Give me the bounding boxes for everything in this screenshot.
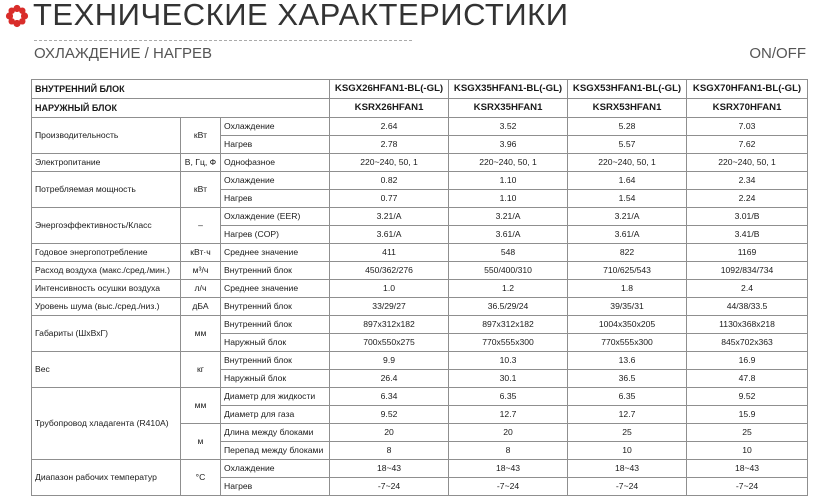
param-label: Трубопровод хладагента (R410A) (32, 388, 181, 460)
value-cell: 220~240, 50, 1 (687, 154, 808, 172)
sub-label: Нагрев (221, 190, 330, 208)
value-cell: 7.03 (687, 118, 808, 136)
value-cell: 3.21/A (330, 208, 449, 226)
sub-label: Охлаждение (221, 460, 330, 478)
value-cell: 1.10 (449, 190, 568, 208)
sub-label: Внутренний блок (221, 316, 330, 334)
value-cell: 9.9 (330, 352, 449, 370)
value-cell: 548 (449, 244, 568, 262)
value-cell: 36.5 (568, 370, 687, 388)
value-cell: -7~24 (330, 478, 449, 496)
value-cell: 8 (449, 442, 568, 460)
table-row (32, 352, 808, 370)
spec-table (31, 79, 808, 496)
value-cell: 16.9 (687, 352, 808, 370)
value-cell: 9.52 (330, 406, 449, 424)
value-cell: 10 (568, 442, 687, 460)
table-row (32, 99, 808, 118)
sub-label: Охлаждение (221, 118, 330, 136)
value-cell: 6.34 (330, 388, 449, 406)
value-cell: 3.61/A (449, 226, 568, 244)
value-cell: 6.35 (568, 388, 687, 406)
outdoor-model: KSRX26HFAN1 (330, 99, 449, 118)
value-cell: 710/625/543 (568, 262, 687, 280)
unit-label: л/ч (181, 280, 221, 298)
unit-label: м (181, 424, 221, 460)
unit-label: дБА (181, 298, 221, 316)
value-cell: 845x702x363 (687, 334, 808, 352)
value-cell: 1.10 (449, 172, 568, 190)
unit-label: кг (181, 352, 221, 388)
param-label: Габариты (ШхВхГ) (32, 316, 181, 352)
table-row (32, 280, 808, 298)
sub-label: Длина между блоками (221, 424, 330, 442)
value-cell: 1.8 (568, 280, 687, 298)
value-cell: 3.21/A (449, 208, 568, 226)
table-row (32, 208, 808, 226)
value-cell: 220~240, 50, 1 (449, 154, 568, 172)
value-cell: 25 (568, 424, 687, 442)
value-cell: 897x312x182 (449, 316, 568, 334)
param-label: Вес (32, 352, 181, 388)
value-cell: 1.54 (568, 190, 687, 208)
value-cell: 30.1 (449, 370, 568, 388)
value-cell: 12.7 (568, 406, 687, 424)
value-cell: 0.77 (330, 190, 449, 208)
value-cell: 1.2 (449, 280, 568, 298)
value-cell: 700x550x275 (330, 334, 449, 352)
value-cell: 25 (687, 424, 808, 442)
outdoor-model: KSRX70HFAN1 (687, 99, 808, 118)
value-cell: 770x555x300 (568, 334, 687, 352)
value-cell: 3.61/A (330, 226, 449, 244)
value-cell: 15.9 (687, 406, 808, 424)
unit-label: мм (181, 316, 221, 352)
sub-label: Нагрев (221, 478, 330, 496)
value-cell: 3.01/B (687, 208, 808, 226)
sub-label: Охлаждение (221, 172, 330, 190)
value-cell: 3.96 (449, 136, 568, 154)
value-cell: 18~43 (568, 460, 687, 478)
table-row (32, 172, 808, 190)
param-label: Производительность (32, 118, 181, 154)
param-label: Энергоэффективность/Класс (32, 208, 181, 244)
param-label: Уровень шума (выс./сред./низ.) (32, 298, 181, 316)
value-cell: 3.52 (449, 118, 568, 136)
value-cell: 2.64 (330, 118, 449, 136)
outdoor-unit-label: НАРУЖНЫЙ БЛОК (32, 99, 330, 118)
value-cell: 1130x368x218 (687, 316, 808, 334)
value-cell: 47.8 (687, 370, 808, 388)
value-cell: 3.61/A (568, 226, 687, 244)
unit-label: – (181, 208, 221, 244)
value-cell: 3.41/B (687, 226, 808, 244)
value-cell: 36.5/29/24 (449, 298, 568, 316)
table-row (32, 262, 808, 280)
sub-label: Перепад между блоками (221, 442, 330, 460)
table-row (32, 316, 808, 334)
value-cell: 1.64 (568, 172, 687, 190)
value-cell: 20 (449, 424, 568, 442)
value-cell: 10 (687, 442, 808, 460)
value-cell: 5.28 (568, 118, 687, 136)
indoor-unit-label: ВНУТРЕННИЙ БЛОК (32, 80, 330, 99)
param-label: Интенсивность осушки воздуха (32, 280, 181, 298)
value-cell: 12.7 (449, 406, 568, 424)
divider (34, 40, 412, 41)
table-row (32, 244, 808, 262)
value-cell: 450/362/276 (330, 262, 449, 280)
value-cell: 26.4 (330, 370, 449, 388)
value-cell: 18~43 (330, 460, 449, 478)
param-label: Годовое энергопотребление (32, 244, 181, 262)
unit-label: мм (181, 388, 221, 424)
param-label: Электропитание (32, 154, 181, 172)
param-label: Расход воздуха (макс./сред./мин.) (32, 262, 181, 280)
outdoor-model: KSRX35HFAN1 (449, 99, 568, 118)
value-cell: 0.82 (330, 172, 449, 190)
value-cell: 1092/834/734 (687, 262, 808, 280)
value-cell: 39/35/31 (568, 298, 687, 316)
value-cell: 1.0 (330, 280, 449, 298)
outdoor-model: KSRX53HFAN1 (568, 99, 687, 118)
sub-label: Внутренний блок (221, 298, 330, 316)
sub-label: Наружный блок (221, 370, 330, 388)
value-cell: 220~240, 50, 1 (330, 154, 449, 172)
value-cell: 2.34 (687, 172, 808, 190)
red-flower-logo-icon (5, 4, 29, 28)
value-cell: 18~43 (687, 460, 808, 478)
value-cell: 2.78 (330, 136, 449, 154)
unit-label: кВт·ч (181, 244, 221, 262)
sub-label: Охлаждение (EER) (221, 208, 330, 226)
sub-label: Диаметр для газа (221, 406, 330, 424)
value-cell: 33/29/27 (330, 298, 449, 316)
sub-label: Внутренний блок (221, 262, 330, 280)
unit-label: м³/ч (181, 262, 221, 280)
sub-label: Наружный блок (221, 334, 330, 352)
indoor-model: KSGX35HFAN1-BL(-GL) (449, 80, 568, 99)
table-row (32, 298, 808, 316)
unit-label: В, Гц, Ф (181, 154, 221, 172)
value-cell: 18~43 (449, 460, 568, 478)
page-title: ТЕХНИЧЕСКИЕ ХАРАКТЕРИСТИКИ (33, 0, 569, 32)
value-cell: 7.62 (687, 136, 808, 154)
sub-label: Нагрев (COP) (221, 226, 330, 244)
value-cell: 10.3 (449, 352, 568, 370)
value-cell: 2.4 (687, 280, 808, 298)
indoor-model: KSGX70HFAN1-BL(-GL) (687, 80, 808, 99)
sub-label: Нагрев (221, 136, 330, 154)
value-cell: 822 (568, 244, 687, 262)
sub-label: Однофазное (221, 154, 330, 172)
value-cell: 6.35 (449, 388, 568, 406)
param-label: Потребляемая мощность (32, 172, 181, 208)
mode-label: ОХЛАЖДЕНИЕ / НАГРЕВ (34, 45, 212, 62)
value-cell: 550/400/310 (449, 262, 568, 280)
value-cell: -7~24 (687, 478, 808, 496)
table-row (32, 154, 808, 172)
value-cell: 220~240, 50, 1 (568, 154, 687, 172)
sub-label: Внутренний блок (221, 352, 330, 370)
unit-label: кВт (181, 118, 221, 154)
table-row (32, 460, 808, 478)
value-cell: 1169 (687, 244, 808, 262)
value-cell: 1004x350x205 (568, 316, 687, 334)
sub-label: Среднее значение (221, 244, 330, 262)
value-cell: 44/38/33.5 (687, 298, 808, 316)
table-row (32, 388, 808, 406)
table-row (32, 118, 808, 136)
value-cell: 897x312x182 (330, 316, 449, 334)
value-cell: -7~24 (568, 478, 687, 496)
value-cell: 8 (330, 442, 449, 460)
value-cell: 411 (330, 244, 449, 262)
value-cell: -7~24 (449, 478, 568, 496)
value-cell: 3.21/A (568, 208, 687, 226)
value-cell: 5.57 (568, 136, 687, 154)
unit-label: кВт (181, 172, 221, 208)
page-header (0, 0, 814, 36)
indoor-model: KSGX53HFAN1-BL(-GL) (568, 80, 687, 99)
value-cell: 2.24 (687, 190, 808, 208)
value-cell: 9.52 (687, 388, 808, 406)
unit-label: °C (181, 460, 221, 496)
value-cell: 13.6 (568, 352, 687, 370)
value-cell: 770x555x300 (449, 334, 568, 352)
type-label: ON/OFF (749, 45, 806, 62)
value-cell: 20 (330, 424, 449, 442)
table-row (32, 80, 808, 99)
sub-label: Среднее значение (221, 280, 330, 298)
indoor-model: KSGX26HFAN1-BL(-GL) (330, 80, 449, 99)
param-label: Диапазон рабочих температур (32, 460, 181, 496)
sub-label: Диаметр для жидкости (221, 388, 330, 406)
